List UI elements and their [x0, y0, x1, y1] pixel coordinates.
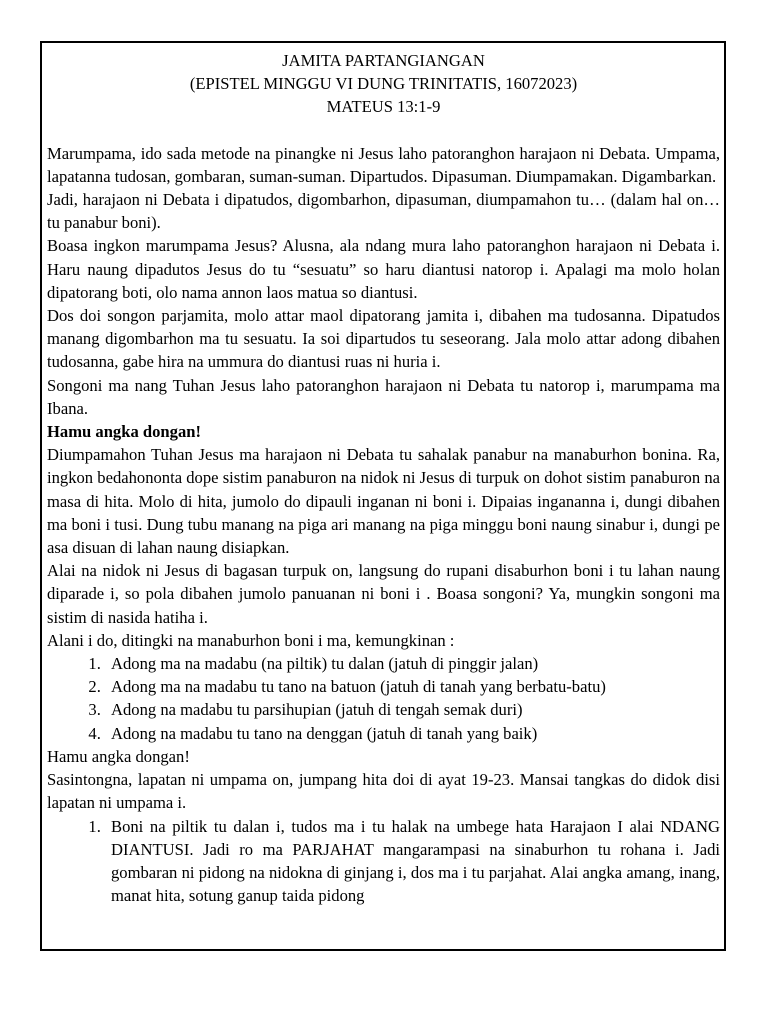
- paragraph-3: Boasa ingkon marumpama Jesus? Alusna, ala ndang mura laho patoranghon harajaon ni Debata i. Haru naung dipadutos Jesus do tu “sesuatu” so haru diantusi natorop i. Apalagi ma molo holan dipatorang boti, olo nama annon laos matua so diantusi.: [47, 236, 720, 302]
- document-title: [47, 49, 720, 119]
- list-item: 4. Adong na madabu tu tano na denggan (jatuh di tanah yang baik): [105, 722, 720, 745]
- paragraph-2: Jadi, harajaon ni Debata i dipatudos, digombarhon, dipasuman, diumpamahon tu… (dalam hal on…tu panabur boni).: [47, 190, 720, 233]
- title-line-3: MATEUS 13:1-9: [326, 97, 441, 117]
- paragraph-9: Sasintongna, lapatan ni umpama on, jumpang hita doi di ayat 19-23. Mansai tangkas do didok disi lapatan ni umpama i.: [47, 770, 720, 813]
- title-line-2: (EPISTEL MINGGU VI DUNG TRINITATIS, 16072023): [189, 74, 578, 94]
- paragraph-5: Songoni ma nang Tuhan Jesus laho patoranghon harajaon ni Debata tu natorop i, marumpama ma Ibana.: [47, 375, 720, 418]
- section-heading-2: Hamu angka dongan!: [47, 746, 190, 766]
- paragraph-1: Marumpama, ido sada metode na pinangke ni Jesus laho patoranghon harajaon ni Debata. Umpama, lapatanna tudosan, gombaran, suman-suman. Dipartudos. Dipasuman. Diumpamakan. Digambarkan.: [47, 143, 720, 186]
- blank-line: [47, 119, 720, 142]
- list-item: 3. Adong na madabu tu parsihupian (jatuh di tengah semak duri): [105, 698, 720, 721]
- paragraph-8: Alani i do, ditingki na manaburhon boni i ma, kemungkinan :: [47, 630, 455, 650]
- list-item: 1. Adong ma na madabu (na piltik) tu dalan (jatuh di pinggir jalan): [105, 652, 720, 675]
- paragraph-7: Alai na nidok ni Jesus di bagasan turpuk on, langsung do rupani disaburhon boni i tu lahan naung diparade i, so pola dibahen jumolo panuanan ni boni i . Boasa songoni? Ya, mungkin songoni ma sistim di nasida hatiha i.: [47, 561, 720, 627]
- document-page: [40, 41, 726, 951]
- section-heading-1: Hamu angka dongan!: [47, 422, 202, 442]
- list-item: 1. Boni na piltik tu dalan i, tudos ma i tu halak na umbege hata Harajaon I alai NDANG DIANTUSI. Jadi ro ma PARJAHAT mangarampasi na sinaburhon tu rohana i. Jadi gombaran ni pidong na nidokna di ginjang i, dos ma i tu parjahat. Alai angka amang, inang, manat hita, sotung ganup taida pidong: [105, 815, 720, 908]
- title-line-1: JAMITA PARTANGIANGAN: [282, 51, 485, 70]
- list-item: 2. Adong ma na madabu tu tano na batuon (jatuh di tanah yang berbatu-batu): [105, 675, 720, 698]
- paragraph-4: Dos doi songon parjamita, molo attar maol dipatorang jamita i, dibahen ma tudosanna. Dipatudos manang digombarhon ma tu sesuatu. Ia soi dipartudos tu seseorang. Jala molo attar adong dibahen tudosanna, gabe hira na ummura do diantusi ruas ni huria i.: [47, 306, 720, 372]
- numbered-list-2: [47, 815, 720, 908]
- paragraph-6: Diumpamahon Tuhan Jesus ma harajaon ni Debata tu sahalak panabur na manaburhon bonina. Ra, ingkon bedahononta dope sistim panaburon na nidok ni Jesus di turpuk on dohot sistim panaburon na masa di hita. Molo di hita, jumolo do dipauli inganan ni boni i. Dipaias ingananna i, dungi dibahen ma boni i tusi. Dung tubu manang na piga ari manang na piga minggu boni naung sinabur i, dungi pe asa disuan di lahan naung disiapkan.: [47, 445, 720, 558]
- numbered-list-1: [47, 652, 720, 745]
